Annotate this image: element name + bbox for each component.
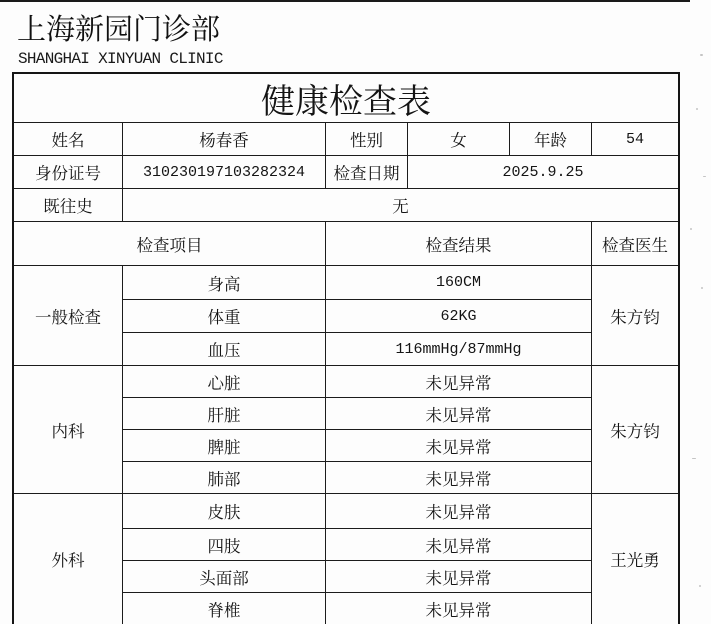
exam-result: 未见异常	[326, 529, 592, 561]
exam-item: 皮肤	[123, 494, 326, 529]
scan-speck	[699, 585, 701, 587]
exam-item: 血压	[123, 333, 326, 366]
patient-age-value: 54	[592, 123, 678, 156]
medical-history-label: 既往史	[14, 189, 123, 222]
exam-item: 肺部	[123, 462, 326, 494]
section-doctor-general-exam: 朱方钧	[592, 266, 678, 366]
exam-item: 心脏	[123, 366, 326, 398]
section-label-general-exam: 一般检查	[14, 266, 123, 366]
exam-result: 未见异常	[326, 494, 592, 529]
exam-item: 头面部	[123, 561, 326, 593]
patient-name-value: 杨春香	[123, 123, 326, 156]
column-header-exam-result: 检查结果	[326, 222, 592, 266]
age-label: 年龄	[510, 123, 592, 156]
section-doctor-surgery: 王光勇	[610, 551, 660, 570]
exam-result: 160CM	[326, 266, 592, 300]
column-header-exam-item: 检查项目	[14, 222, 326, 266]
section-label-surgery: 外科	[14, 494, 123, 624]
scan-speck	[701, 287, 703, 289]
form-title: 健康检查表	[14, 74, 678, 123]
health-check-table	[12, 72, 680, 624]
patient-sex-value: 女	[408, 123, 510, 156]
exam-result: 未见异常	[326, 561, 592, 593]
exam-result: 116mmHg/87mmHg	[326, 333, 592, 366]
exam-result: 62KG	[326, 300, 592, 333]
name-label: 姓名	[14, 123, 123, 156]
scan-speck	[690, 228, 692, 230]
exam-result: 未见异常	[326, 462, 592, 494]
exam-item: 肝脏	[123, 398, 326, 430]
exam-item: 脊椎	[123, 593, 326, 624]
clinic-name-chinese: 上海新园门诊部	[17, 12, 221, 46]
scan-speck	[703, 176, 706, 177]
section-doctor-internal-medicine: 朱方钧	[592, 366, 678, 494]
scan-speck	[700, 54, 703, 56]
scan-top-edge-line	[0, 0, 690, 2]
clinic-name-english: SHANGHAI XINYUAN CLINIC	[18, 50, 223, 68]
exam-item: 身高	[123, 266, 326, 300]
exam-item: 脾脏	[123, 430, 326, 462]
exam-result: 未见异常	[326, 430, 592, 462]
id-number-label: 身份证号	[14, 156, 123, 189]
exam-item: 体重	[123, 300, 326, 333]
exam-item: 四肢	[123, 529, 326, 561]
exam-date-value: 2025.9.25	[408, 156, 678, 189]
exam-result: 未见异常	[326, 398, 592, 430]
exam-date-label: 检查日期	[326, 156, 408, 189]
sex-label: 性别	[326, 123, 408, 156]
scan-speck	[696, 108, 698, 110]
scan-speck	[692, 458, 696, 459]
section-label-internal-medicine: 内科	[14, 366, 123, 494]
exam-result: 未见异常	[326, 593, 592, 624]
exam-result: 未见异常	[326, 366, 592, 398]
patient-id-number-value: 310230197103282324	[123, 156, 326, 189]
column-header-exam-doctor: 检查医生	[592, 222, 678, 266]
medical-history-value: 无	[123, 189, 678, 222]
